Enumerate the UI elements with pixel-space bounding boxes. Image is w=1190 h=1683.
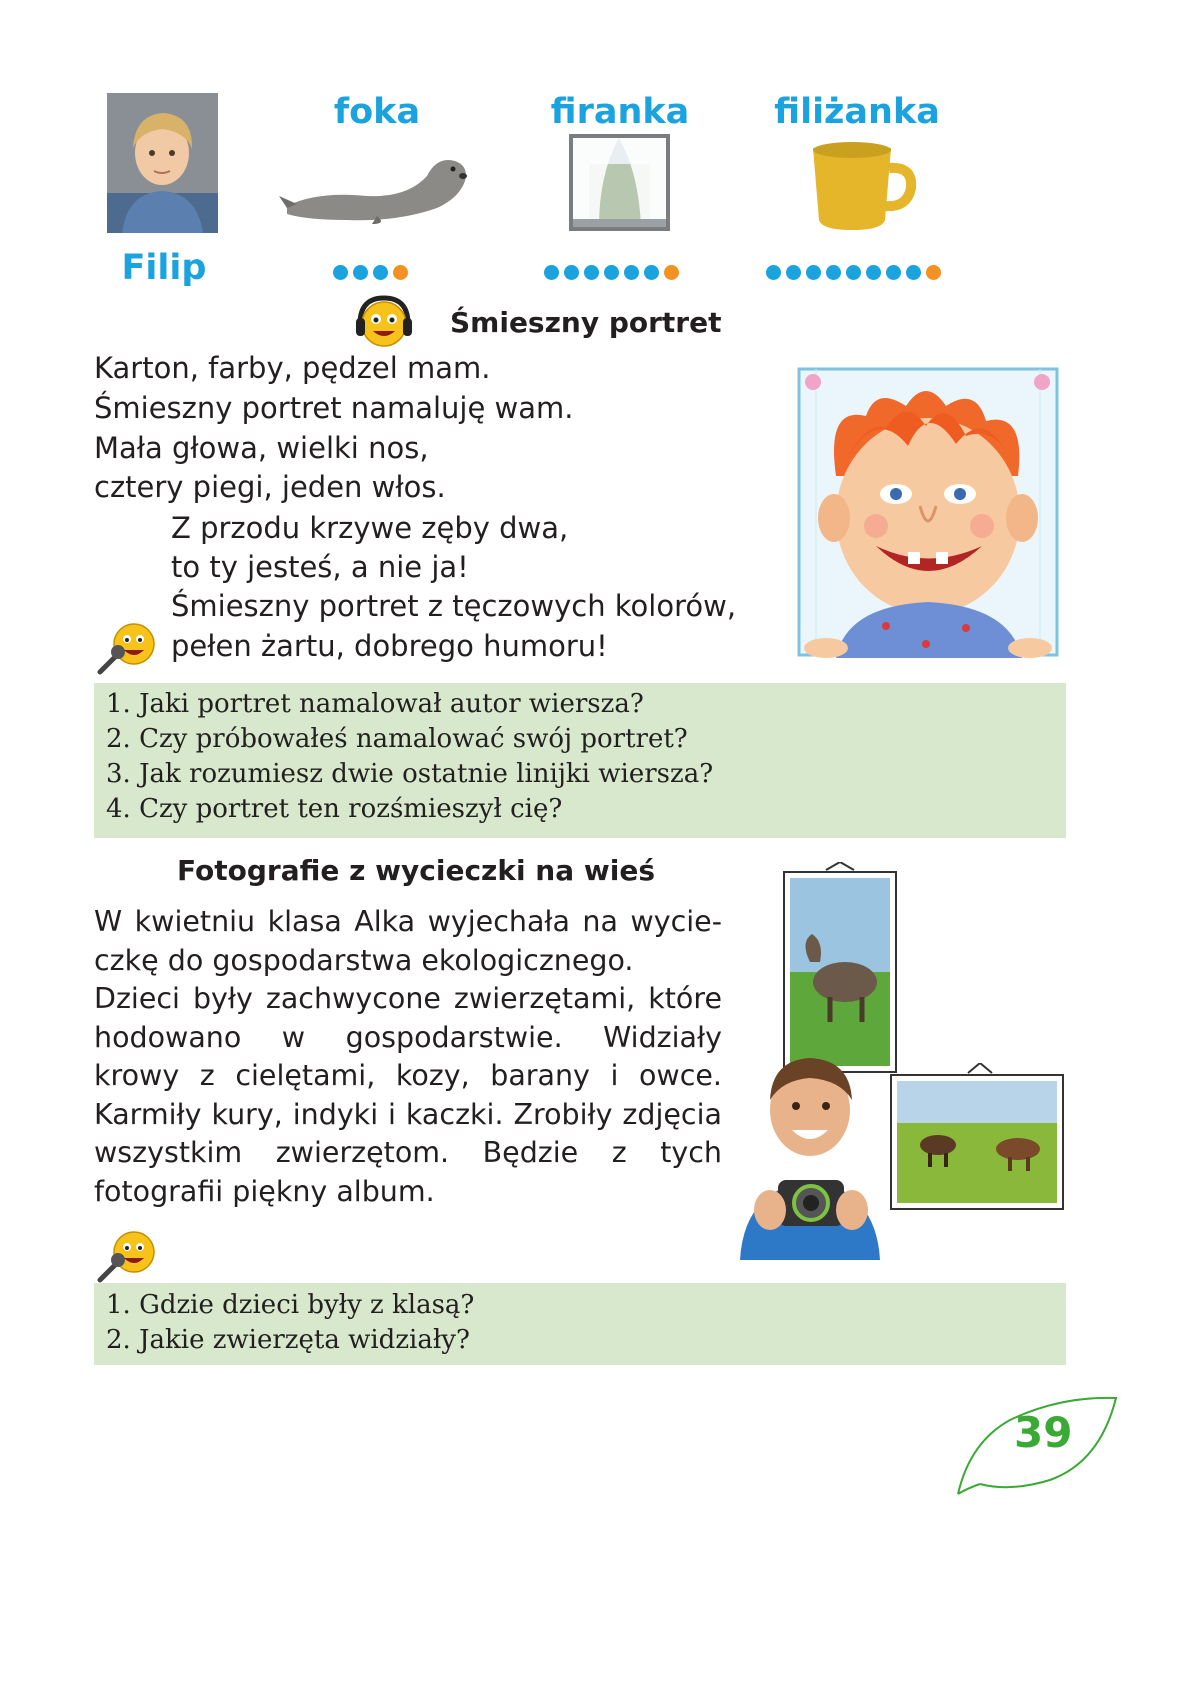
- cows-photo: [888, 1063, 1068, 1213]
- orange-dot: [393, 265, 408, 280]
- microphone-smiley-icon: [94, 620, 160, 676]
- curtain-window-illustration: [569, 134, 670, 231]
- boy-photo: [107, 93, 218, 233]
- story-line: Dzieci były zachwycone zwierzętami, które: [94, 982, 722, 1015]
- poem-line: Śmieszny portret z tęczowych kolorów,: [171, 589, 737, 623]
- blue-dot: [373, 265, 388, 280]
- question: 3. Jak rozumiesz dwie ostatnie linijki wiersza?: [106, 759, 714, 789]
- vocab-word: firanka: [550, 92, 690, 132]
- poem-questions: [94, 683, 1066, 838]
- blue-dot: [866, 265, 881, 280]
- blue-dot: [624, 265, 639, 280]
- blue-dot: [644, 265, 659, 280]
- poem-title: Śmieszny portret: [450, 306, 722, 339]
- blue-dot: [846, 265, 861, 280]
- blue-dot: [353, 265, 368, 280]
- syllable-dots: [544, 262, 684, 282]
- story-questions: [94, 1283, 1066, 1365]
- blue-dot: [604, 265, 619, 280]
- story-line: wszystkim zwierzętom. Będzie z tych: [94, 1136, 722, 1169]
- story-line: W kwietniu klasa Alka wyjechała na wycie-: [94, 905, 722, 938]
- story-title: Fotografie z wycieczki na wieś: [177, 854, 655, 887]
- blue-dot: [806, 265, 821, 280]
- blue-dot: [564, 265, 579, 280]
- blue-dot: [826, 265, 841, 280]
- poem-line: to ty jesteś, a nie ja!: [171, 550, 469, 584]
- vocab-word: foka: [333, 92, 421, 132]
- headphones-smiley-icon: [354, 294, 414, 350]
- story-line: hodowano w gospodarstwie. Widziały: [94, 1020, 722, 1054]
- boy-with-camera-photo: [740, 1040, 880, 1260]
- poem-line: pełen żartu, dobrego humoru!: [171, 629, 608, 663]
- story-line: krowy z cielętami, kozy, barany i owce.: [94, 1059, 722, 1092]
- poem-line: Karton, farby, pędzel mam.: [94, 351, 491, 385]
- cup-illustration: [807, 140, 917, 233]
- poem-line: Śmieszny portret namaluję wam.: [94, 391, 574, 425]
- blue-dot: [333, 265, 348, 280]
- story-line: czkę do gospodarstwa ekologicznego.: [94, 943, 634, 977]
- story-paragraph: [94, 903, 722, 1211]
- question: 1. Jaki portret namalował autor wiersza?: [106, 689, 644, 719]
- blue-dot: [766, 265, 781, 280]
- seal-illustration: [277, 136, 477, 226]
- funny-portrait-illustration: [796, 366, 1060, 658]
- syllable-dots: [766, 262, 946, 282]
- blue-dot: [584, 265, 599, 280]
- question: 1. Gdzie dzieci były z klasą?: [106, 1290, 475, 1320]
- question: 4. Czy portret ten rozśmieszył cię?: [106, 794, 563, 824]
- blue-dot: [786, 265, 801, 280]
- poem-line: Mała głowa, wielki nos,: [94, 431, 429, 465]
- story-line: fotografii piękny album.: [94, 1174, 435, 1208]
- syllable-dots: [333, 262, 413, 282]
- question: 2. Jakie zwierzęta widziały?: [106, 1325, 470, 1355]
- page-number: 39: [1014, 1408, 1073, 1457]
- blue-dot: [544, 265, 559, 280]
- poem-line: cztery piegi, jeden włos.: [94, 470, 446, 504]
- orange-dot: [926, 265, 941, 280]
- orange-dot: [664, 265, 679, 280]
- question: 2. Czy próbowałeś namalować swój portret?: [106, 724, 688, 754]
- poem-line: Z przodu krzywe zęby dwa,: [171, 511, 569, 545]
- name-label: Filip: [121, 248, 207, 288]
- microphone-smiley-icon: [94, 1228, 160, 1284]
- blue-dot: [886, 265, 901, 280]
- blue-dot: [906, 265, 921, 280]
- vocab-word: filiżanka: [774, 92, 940, 132]
- story-line: Karmiły kury, indyki i kaczki. Zrobiły zdjęcia: [94, 1097, 722, 1131]
